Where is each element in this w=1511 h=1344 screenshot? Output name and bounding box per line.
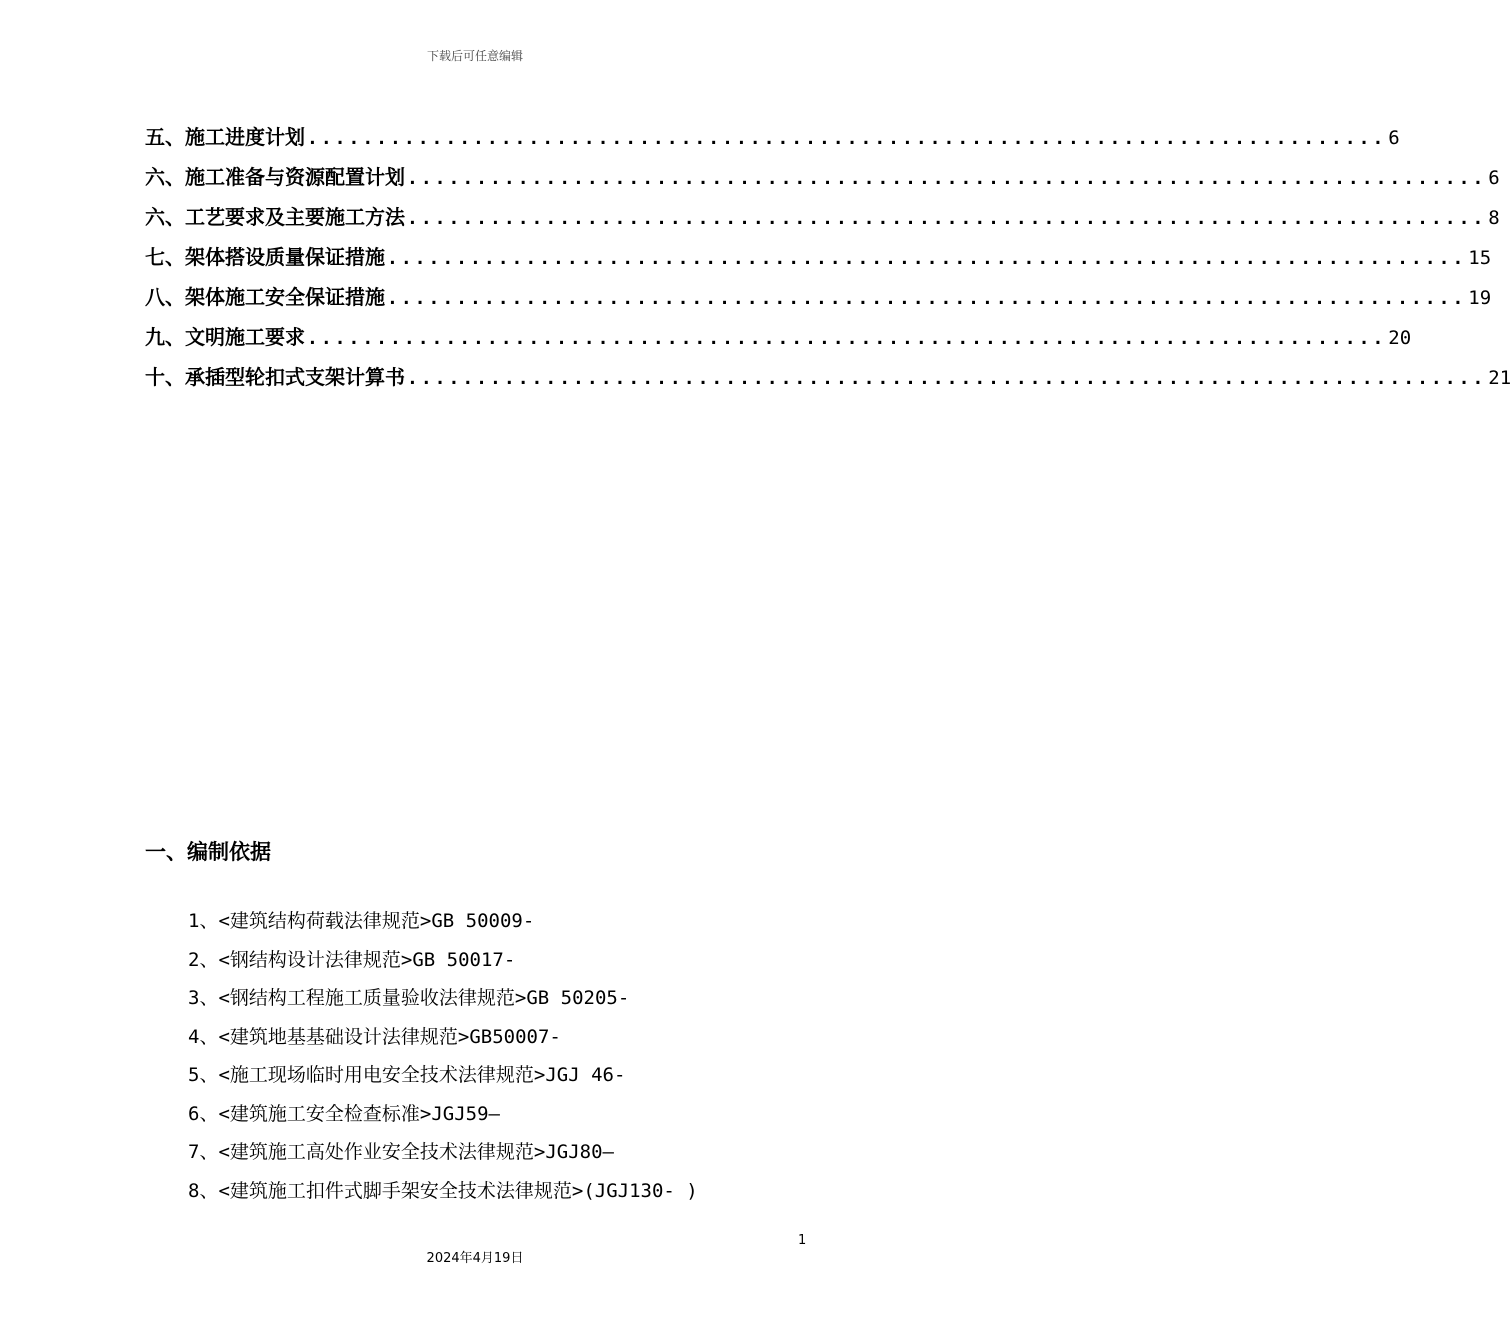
reference-item: 5、<施工现场临时用电安全技术法律规范>JGJ 46-: [188, 1064, 626, 1086]
toc-leader-dots: ..............................................................................: [407, 208, 1487, 229]
toc-entry[interactable]: [145, 201, 1500, 241]
toc-entry-page: 6: [1488, 167, 1500, 189]
reference-item: 1、<建筑结构荷载法律规范>GB 50009-: [188, 910, 535, 932]
reference-item: 3、<钢结构工程施工质量验收法律规范>GB 50205-: [188, 987, 630, 1009]
toc-leader-dots: ..............................................................................: [407, 168, 1487, 189]
toc-leader-dots: ..............................................................................: [387, 288, 1467, 309]
toc-entry-page: 21: [1488, 367, 1511, 389]
reference-list: [188, 902, 888, 1210]
footer-date: 2024年4月19日: [426, 1251, 524, 1266]
toc-entry-page: 8: [1488, 207, 1500, 229]
reference-item: 8、<建筑施工扣件式脚手架安全技术法律规范>(JGJ130- ): [188, 1179, 698, 1202]
toc-entry-title: 七、架体搭设质量保证措施: [145, 245, 385, 269]
toc-entry-page: 19: [1468, 287, 1492, 309]
toc-entry-title: 六、工艺要求及主要施工方法: [145, 205, 405, 229]
toc-entry[interactable]: [145, 281, 1492, 321]
page-number: 1: [798, 1233, 807, 1248]
page-header: 下载后可任意编辑: [426, 49, 523, 63]
toc-leader-dots: ..............................................................................: [307, 328, 1387, 349]
toc-entry-page: 20: [1388, 327, 1412, 349]
toc-leader-dots: ..............................................................................: [307, 128, 1387, 149]
reference-item: 4、<建筑地基基础设计法律规范>GB50007-: [188, 1025, 561, 1048]
toc-entry-page: 6: [1388, 127, 1400, 149]
toc-entry[interactable]: [145, 321, 1412, 361]
toc-entry[interactable]: [145, 161, 1500, 201]
toc-entry[interactable]: [145, 241, 1492, 281]
table-of-contents: [145, 121, 1511, 401]
toc-entry[interactable]: [145, 361, 1511, 401]
toc-leader-dots: ..............................................................................: [387, 248, 1467, 269]
toc-entry-title: 十、承插型轮扣式支架计算书: [145, 365, 405, 389]
toc-entry-page: 15: [1468, 247, 1492, 269]
reference-item: 6、<建筑施工安全检查标准>JGJ59—: [188, 1102, 500, 1125]
toc-entry[interactable]: [145, 121, 1400, 161]
toc-leader-dots: ..............................................................................: [407, 368, 1487, 389]
reference-item: 2、<钢结构设计法律规范>GB 50017-: [188, 948, 516, 971]
toc-entry-title: 五、施工进度计划: [145, 125, 305, 149]
toc-entry-title: 六、施工准备与资源配置计划: [145, 165, 405, 189]
section-heading: 一、编制依据: [145, 840, 271, 864]
toc-entry-title: 九、文明施工要求: [145, 325, 305, 349]
reference-item: 7、<建筑施工高处作业安全技术法律规范>JGJ80—: [188, 1141, 614, 1163]
toc-entry-title: 八、架体施工安全保证措施: [145, 285, 385, 309]
